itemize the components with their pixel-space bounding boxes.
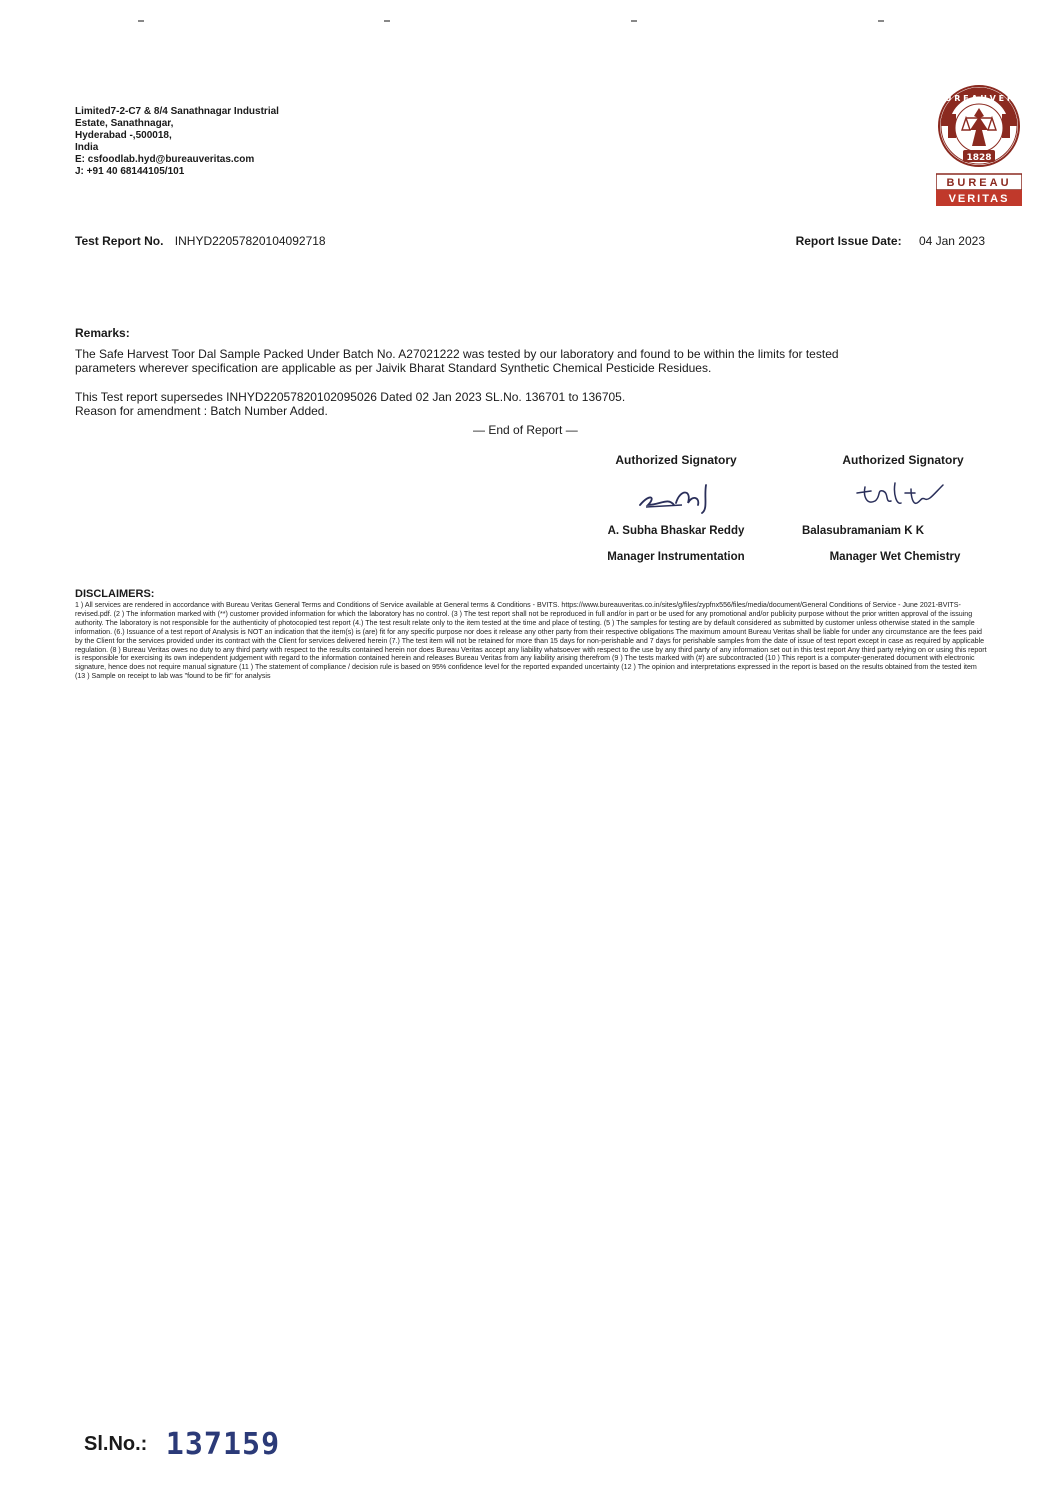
address-line: Estate, Sanathnagar, xyxy=(75,118,174,129)
amendment-line: Reason for amendment : Batch Number Added. xyxy=(75,404,328,418)
remarks-line: The Safe Harvest Toor Dal Sample Packed Under Batch No. A27021222 was tested by our laboratory and found to be within the limits for tested xyxy=(75,347,839,361)
signatory-2 xyxy=(795,453,995,573)
signatory-1 xyxy=(576,453,776,573)
signatory-title: Authorized Signatory xyxy=(615,453,737,467)
remarks-paragraph xyxy=(75,347,935,375)
issue-date-label: Report Issue Date: xyxy=(795,234,902,248)
address-email: E: csfoodlab.hyd@bureauveritas.com xyxy=(75,154,255,165)
report-no-value: INHYD22057820104092718 xyxy=(174,234,326,248)
report-no-label: Test Report No. xyxy=(75,234,164,248)
signature-image xyxy=(626,475,726,515)
serial-number-value: 137159 xyxy=(165,1427,281,1462)
address-line: Hyderabad -,500018, xyxy=(75,130,172,141)
logo-band-top: BUREAU xyxy=(946,177,1012,189)
signature-image xyxy=(851,475,951,515)
scan-mark xyxy=(631,20,637,22)
scan-mark xyxy=(138,20,144,22)
lab-address xyxy=(75,106,279,178)
disclaimers-text: 1 ) All services are rendered in accordance with Bureau Veritas General Terms and Conditions of Service available at General terms & Conditions - BVITS. https://www.bureauveritas.co.in/sites/g/files/zypfnx556/files/media/document/General Conditions of Service - June 2021-BVITS-revised.pdf. (2 ) The information marked with (**) customer provided information for which the laboratory has no control. (3 ) The test report shall not be reproduced in full and/or in part or be used for any promotional and/or publicity purpose without the prior written approval of the issuing authority. The laboratory is not responsible for the authenticity of photocopied test report (4.) The test result relate only to the item tested at the time and place of testing. (5 ) The samples for testing are by default considered as submitted by customer unless otherwise stated in the sample information. (6.) Issuance of a test report of Analysis is NOT an indication that the item(s) is (are) fit for any specific purpose nor does it release any other party from their respective obligations The maximum amount Bureau Veritas shall be liable for under any circumstance are the fees paid by the Client for the services provided under its contract with the Client for services delivered herein (7.) The test item will not be retained for more than 15 days for non-perishable and 7 days for perishable samples from the date of issue of test report except in case as required by applicable regulation. (8 ) Bureau Veritas owes no duty to any third party with respect to the results contained herein nor does Bureau Veritas accept any liability whatsoever with respect to the use by any third party of any information set out in this test report Any third party relying on or using this report is responsible for exercising its own independent judgement with regard to the information contained herein and releases Bureau Veritas from any liability arising therefrom (9 ) The tests marked with (#) are subcontracted (10 ) This report is a computer-generated document with electronic signature, hence does not require manual signature (11 ) The statement of compliance / decision rule is based on 95% confidence level for the reported expanded uncertainty (12 ) The opinion and interpretations expressed in the report is based on the results obtained from the tested item (13 ) Sample on receipt to lab was "found to be fit" for analysis xyxy=(75,601,987,681)
logo-year: 1828 xyxy=(966,153,992,163)
supersede-paragraph xyxy=(75,390,935,418)
serial-number-label: Sl.No.: xyxy=(84,1433,148,1455)
signatory-name: A. Subha Bhaskar Reddy xyxy=(607,525,745,537)
report-issue-date xyxy=(796,234,985,248)
address-line: India xyxy=(75,142,99,153)
signatory-role: Manager Wet Chemistry xyxy=(829,551,961,563)
remarks-heading: Remarks: xyxy=(75,326,130,340)
svg-text:U R E A U V E R: U R E A U V E R xyxy=(944,94,1014,103)
issue-date-value: 04 Jan 2023 xyxy=(918,234,985,248)
end-of-report: — End of Report — xyxy=(473,423,578,437)
scan-mark xyxy=(878,20,884,22)
address-phone: J: +91 40 68144105/101 xyxy=(75,166,185,177)
logo-band-bottom: VERITAS xyxy=(948,193,1010,205)
scan-mark xyxy=(384,20,390,22)
serial-number xyxy=(84,1427,280,1462)
test-report-number xyxy=(75,234,326,248)
signatory-title: Authorized Signatory xyxy=(842,453,964,467)
bureau-veritas-seal-icon xyxy=(936,74,1022,206)
signatory-name: Balasubramaniam K K xyxy=(801,525,925,537)
disclaimers-heading: DISCLAIMERS: xyxy=(75,588,155,600)
supersede-line: This Test report supersedes INHYD22057820102095026 Dated 02 Jan 2023 SL.No. 136701 to 136705. xyxy=(75,390,626,404)
bureau-veritas-logo xyxy=(936,74,1022,206)
remarks-line: parameters wherever specification are applicable as per Jaivik Bharat Standard Synthetic Chemical Pesticide Residues. xyxy=(75,361,712,375)
signatory-role: Manager Instrumentation xyxy=(607,551,745,563)
address-line: Limited7-2-C7 & 8/4 Sanathnagar Industrial xyxy=(75,106,279,117)
